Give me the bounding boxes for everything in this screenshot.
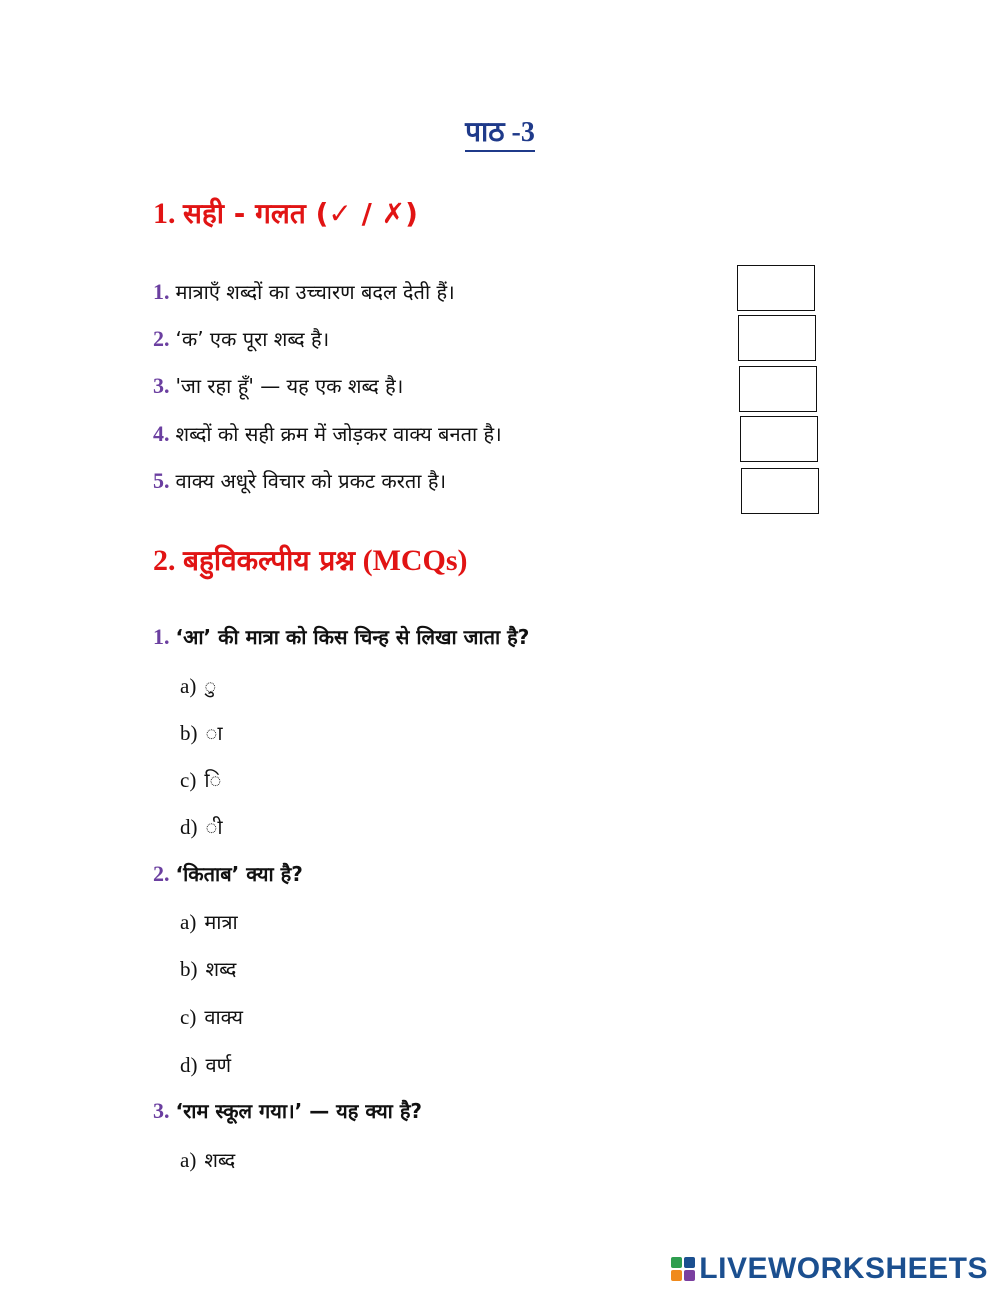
mcq-2-option-a[interactable] <box>180 909 238 935</box>
option-text: ा <box>205 721 223 745</box>
mcq-1-option-c[interactable] <box>180 767 221 793</box>
item-text: शब्दों को सही क्रम में जोड़कर वाक्य बनता है। <box>175 422 502 446</box>
section-1-number: 1. <box>153 197 176 230</box>
item-text: ‘क’ एक पूरा शब्द है। <box>175 327 330 351</box>
logo-square-purple <box>684 1270 695 1281</box>
option-text: शब्द <box>205 957 237 981</box>
question-text: ‘राम स्कूल गया।’ — यह क्या है? <box>175 1099 423 1123</box>
option-letter: a) <box>180 910 197 934</box>
true-false-item-2 <box>153 326 329 352</box>
question-text: ‘आ’ की मात्रा को किस चिन्ह से लिखा जाता है? <box>175 625 530 649</box>
question-number: 3. <box>153 1098 170 1123</box>
question-number: 1. <box>153 624 170 649</box>
mcq-1-option-a[interactable] <box>180 673 216 699</box>
item-number: 1. <box>153 279 170 304</box>
mcq-question-1 <box>153 624 529 650</box>
section-2-title-en: (MCQs) <box>362 544 468 577</box>
mcq-question-3 <box>153 1098 422 1124</box>
option-text: वर्ण <box>205 1053 232 1077</box>
answer-box-5[interactable] <box>741 468 819 514</box>
section-1-title: सही - गलत (✓ / ✗) <box>183 197 418 230</box>
option-letter: b) <box>180 957 198 981</box>
lesson-title-text: पाठ -3 <box>465 117 535 152</box>
option-text: ी <box>205 815 223 839</box>
true-false-item-4 <box>153 421 502 447</box>
liveworksheets-brand <box>671 1252 988 1286</box>
option-text: ु <box>204 674 217 698</box>
mcq-question-2 <box>153 861 303 887</box>
logo-square-green <box>671 1257 682 1268</box>
answer-box-3[interactable] <box>739 366 817 412</box>
liveworksheets-logo-icon <box>671 1257 695 1281</box>
mcq-1-option-d[interactable] <box>180 814 223 840</box>
logo-square-orange <box>671 1270 682 1281</box>
option-letter: d) <box>180 815 198 839</box>
answer-box-4[interactable] <box>740 416 818 462</box>
item-text: वाक्य अधूरे विचार को प्रकट करता है। <box>175 469 447 493</box>
true-false-item-3 <box>153 373 403 399</box>
item-text: मात्राएँ शब्दों का उच्चारण बदल देती हैं। <box>175 280 455 304</box>
section-1-heading <box>153 194 418 232</box>
brand-name: LIVEWORKSHEETS <box>699 1252 988 1285</box>
option-letter: b) <box>180 721 198 745</box>
mcq-2-option-d[interactable] <box>180 1052 231 1078</box>
option-text: ि <box>204 768 222 792</box>
option-letter: a) <box>180 1148 197 1172</box>
option-text: मात्रा <box>204 910 238 934</box>
true-false-item-5 <box>153 468 446 494</box>
option-letter: c) <box>180 768 197 792</box>
answer-box-2[interactable] <box>738 315 816 361</box>
section-2-number: 2. <box>153 544 176 577</box>
option-letter: d) <box>180 1053 198 1077</box>
answer-box-1[interactable] <box>737 265 815 311</box>
section-2-title: बहुविकल्पीय प्रश्न <box>183 544 356 577</box>
item-text: 'जा रहा हूँ' — यह एक शब्द है। <box>175 374 404 398</box>
item-number: 4. <box>153 421 170 446</box>
option-text: शब्द <box>204 1148 236 1172</box>
option-text: वाक्य <box>204 1005 243 1029</box>
mcq-2-option-c[interactable] <box>180 1004 243 1030</box>
mcq-2-option-b[interactable] <box>180 956 236 982</box>
item-number: 3. <box>153 373 170 398</box>
question-number: 2. <box>153 861 170 886</box>
mcq-3-option-a[interactable] <box>180 1147 235 1173</box>
lesson-title <box>0 112 1000 150</box>
logo-square-blue <box>684 1257 695 1268</box>
section-2-heading <box>153 541 468 579</box>
question-text: ‘किताब’ क्या है? <box>175 862 303 886</box>
true-false-item-1 <box>153 279 455 305</box>
item-number: 5. <box>153 468 170 493</box>
option-letter: a) <box>180 674 197 698</box>
option-letter: c) <box>180 1005 197 1029</box>
mcq-1-option-b[interactable] <box>180 720 223 746</box>
item-number: 2. <box>153 326 170 351</box>
